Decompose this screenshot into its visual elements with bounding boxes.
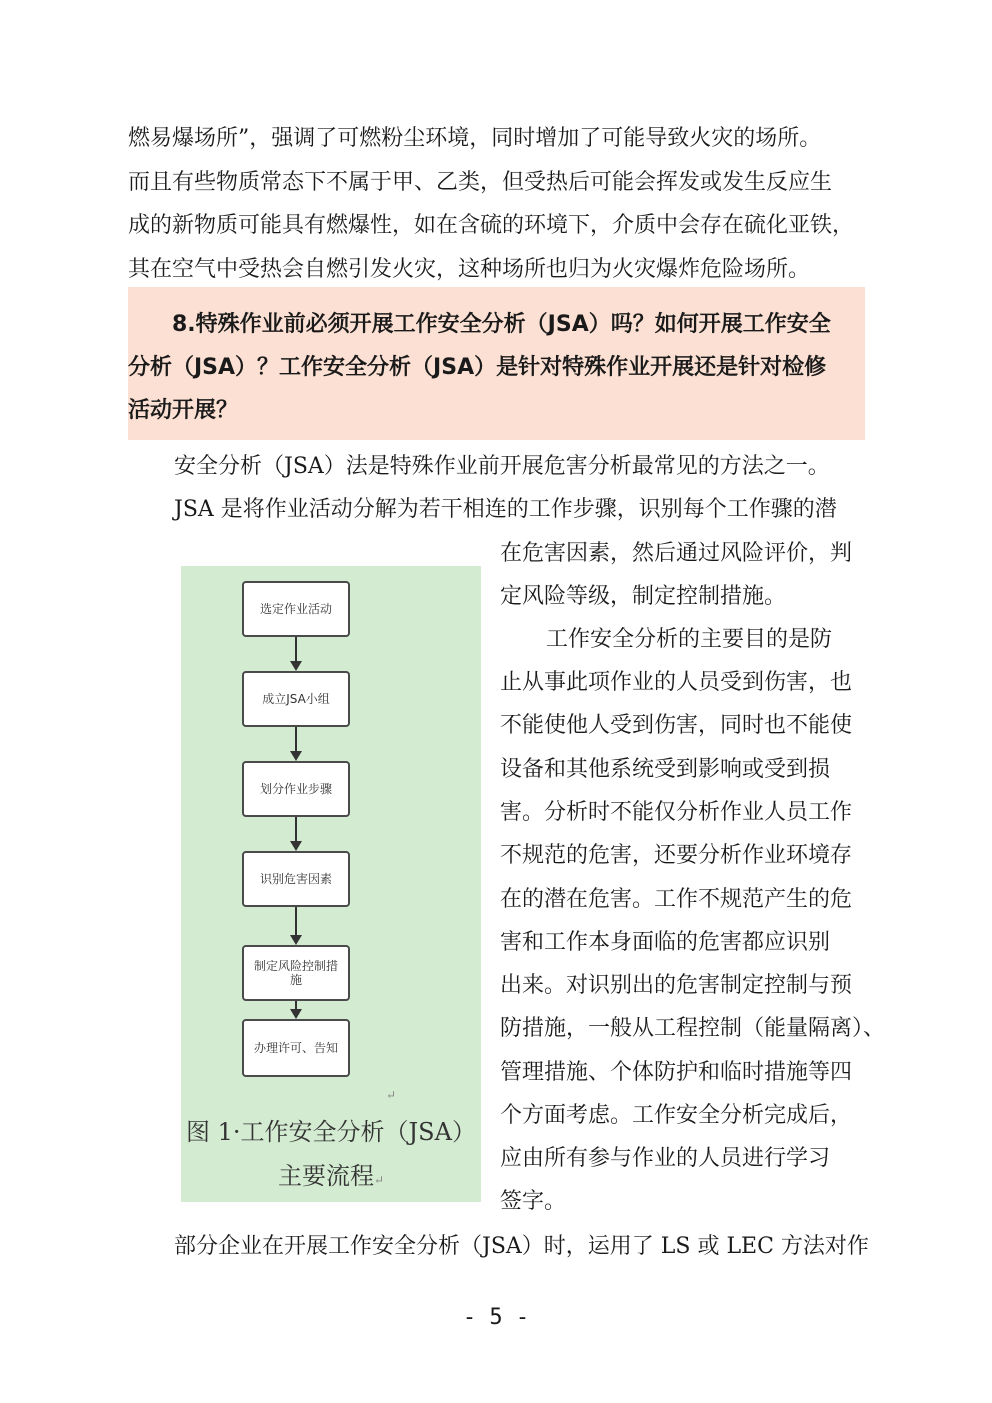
flow-step-box: 识别危害因素 [242, 851, 350, 907]
body-text-line: 害。分析时不能仅分析作业人员工作 [500, 800, 853, 825]
body-text-line: 签字。 [500, 1189, 567, 1214]
figure-caption-line: 图 1·工作安全分析（JSA） [186, 1118, 476, 1146]
question-heading-line: 分析（JSA）？工作安全分析（JSA）是针对特殊作业开展还是针对检修 [128, 355, 827, 380]
page-number: - 5 - [462, 1305, 530, 1330]
return-mark: ↵ [386, 1088, 397, 1102]
body-text-line: 个方面考虑。工作安全分析完成后， [500, 1103, 853, 1128]
body-text-line: 成的新物质可能具有燃爆性，如在含硫的环境下，介质中会存在硫化亚铁， [128, 213, 855, 238]
body-text-line: 应由所有参与作业的人员进行学习 [500, 1146, 831, 1171]
body-text-line: 设备和其他系统受到影响或受到损 [500, 757, 831, 782]
flow-step-box: 成立JSA小组 [242, 671, 350, 727]
body-text-line: 防措施，一般从工程控制（能量隔离）、 [500, 1016, 886, 1041]
body-text-line: 不能使他人受到伤害，同时也不能使 [500, 713, 853, 738]
body-text-line: 其在空气中受热会自燃引发火灾，这种场所也归为火灾爆炸危险场所。 [128, 257, 811, 282]
flow-step-box: 制定风险控制措施 [242, 945, 350, 1001]
question-heading-line: 活动开展？ [128, 398, 239, 423]
flow-step-box: 办理许可、告知 [242, 1019, 350, 1077]
body-text-line: 不规范的危害，还要分析作业环境存 [500, 843, 853, 868]
body-text-line: 而且有些物质常态下不属于甲、乙类，但受热后可能会挥发或发生反应生 [128, 170, 833, 195]
body-text-line: 害和工作本身面临的危害都应识别 [500, 930, 831, 955]
body-text-line: 部分企业在开展工作安全分析（JSA）时，运用了 LS 或 LEC 方法对作 [174, 1234, 869, 1259]
body-text-line: 在危害因素，然后通过风险评价，判 [500, 541, 853, 566]
body-text-line: 定风险等级，制定控制措施。 [500, 584, 787, 609]
body-text-line: 安全分析（JSA）法是特殊作业前开展危害分析最常见的方法之一。 [174, 454, 830, 479]
jsa-flowchart-figure [181, 566, 481, 1202]
flow-arrow-icon [289, 817, 303, 851]
flow-arrow-icon [289, 637, 303, 671]
body-text-line: 出来。对识别出的危害制定控制与预 [500, 973, 853, 998]
body-text-line: 管理措施、个体防护和临时措施等四 [500, 1060, 853, 1085]
figure-caption-line: 主要流程↵ [277, 1162, 385, 1190]
flow-step-box: 划分作业步骤 [242, 761, 350, 817]
flow-arrow-icon [289, 727, 303, 761]
flow-step-box: 选定作业活动 [242, 581, 350, 637]
body-text-line: 止从事此项作业的人员受到伤害，也 [500, 670, 853, 695]
body-text-line: 燃易爆场所”，强调了可燃粉尘环境，同时增加了可能导致火灾的场所。 [128, 126, 822, 151]
body-text-line: 在的潜在危害。工作不规范产生的危 [500, 887, 853, 912]
question-heading-line: 8.特殊作业前必须开展工作安全分析（JSA）吗？如何开展工作安全 [172, 312, 831, 337]
return-mark: ↵ [373, 1173, 385, 1187]
body-text-line: JSA 是将作业活动分解为若干相连的工作步骤，识别每个工作骤的潜 [174, 497, 837, 522]
flow-arrow-icon [289, 1001, 303, 1019]
body-text-line: 工作安全分析的主要目的是防 [546, 627, 833, 652]
flow-arrow-icon [289, 907, 303, 945]
